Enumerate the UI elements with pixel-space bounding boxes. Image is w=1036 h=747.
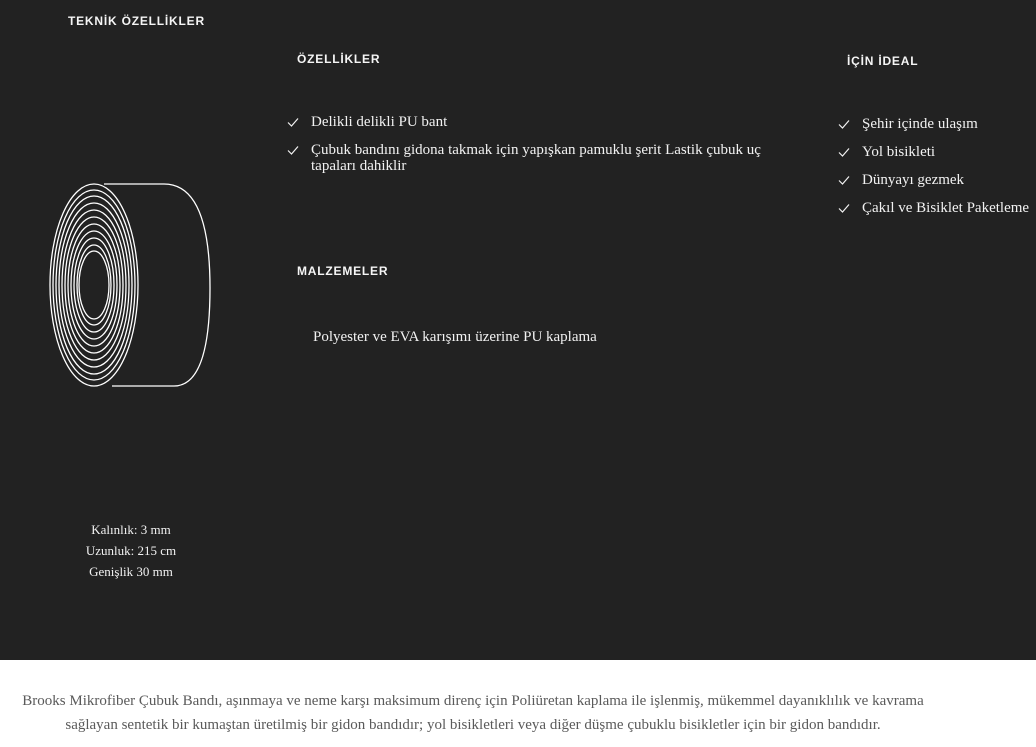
tech-specs-heading: TEKNİK ÖZELLİKLER bbox=[68, 14, 205, 28]
feature-item-label: Delikli delikli PU bant bbox=[311, 114, 448, 130]
check-icon bbox=[838, 118, 850, 130]
ideal-item-label: Şehir içinde ulaşım bbox=[862, 116, 978, 132]
materials-heading: MALZEMELER bbox=[297, 264, 389, 278]
ideal-item-label: Yol bisikleti bbox=[862, 144, 936, 160]
spec-length: Uzunluk: 215 cm bbox=[85, 543, 177, 558]
spec-width: Genişlik 30 mm bbox=[89, 564, 173, 579]
ideal-for-heading: İÇİN İDEAL bbox=[847, 54, 919, 68]
check-icon bbox=[838, 202, 850, 214]
handlebar-tape-roll-icon bbox=[44, 180, 216, 392]
list-item bbox=[838, 200, 1034, 216]
check-icon bbox=[838, 174, 850, 186]
list-item bbox=[838, 116, 1034, 132]
features-list bbox=[287, 114, 787, 186]
product-description: Brooks Mikrofiber Çubuk Bandı, aşınmaya ve neme karşı maksimum direnç için Poliüretan kaplama ile işlenmiş, mükemmel dayanıklılık ve kavrama sağlayan sentetik bir kumaştan üretilmiş bir gidon bandıdır; yol bisikletleri veya diğer düşme çubuklu bisikletler için bir gidon bandıdır. bbox=[22, 693, 924, 733]
check-icon bbox=[838, 146, 850, 158]
spec-list bbox=[60, 519, 202, 582]
check-icon bbox=[287, 144, 299, 156]
list-item bbox=[838, 144, 1034, 160]
ideal-for-list bbox=[838, 116, 1034, 228]
feature-item-label: Çubuk bandını gidona takmak için yapışkan pamuklu şerit Lastik çubuk uç tapaları dahiklir bbox=[311, 142, 761, 174]
list-item bbox=[287, 114, 787, 130]
list-item bbox=[287, 142, 787, 174]
check-icon bbox=[287, 116, 299, 128]
materials-text: Polyester ve EVA karışımı üzerine PU kaplama bbox=[313, 329, 597, 345]
list-item bbox=[838, 172, 1034, 188]
ideal-item-label: Dünyayı gezmek bbox=[862, 172, 965, 188]
ideal-item-label: Çakıl ve Bisiklet Paketleme bbox=[862, 200, 1030, 216]
features-heading: ÖZELLİKLER bbox=[297, 52, 381, 66]
spec-thickness: Kalınlık: 3 mm bbox=[91, 522, 171, 537]
